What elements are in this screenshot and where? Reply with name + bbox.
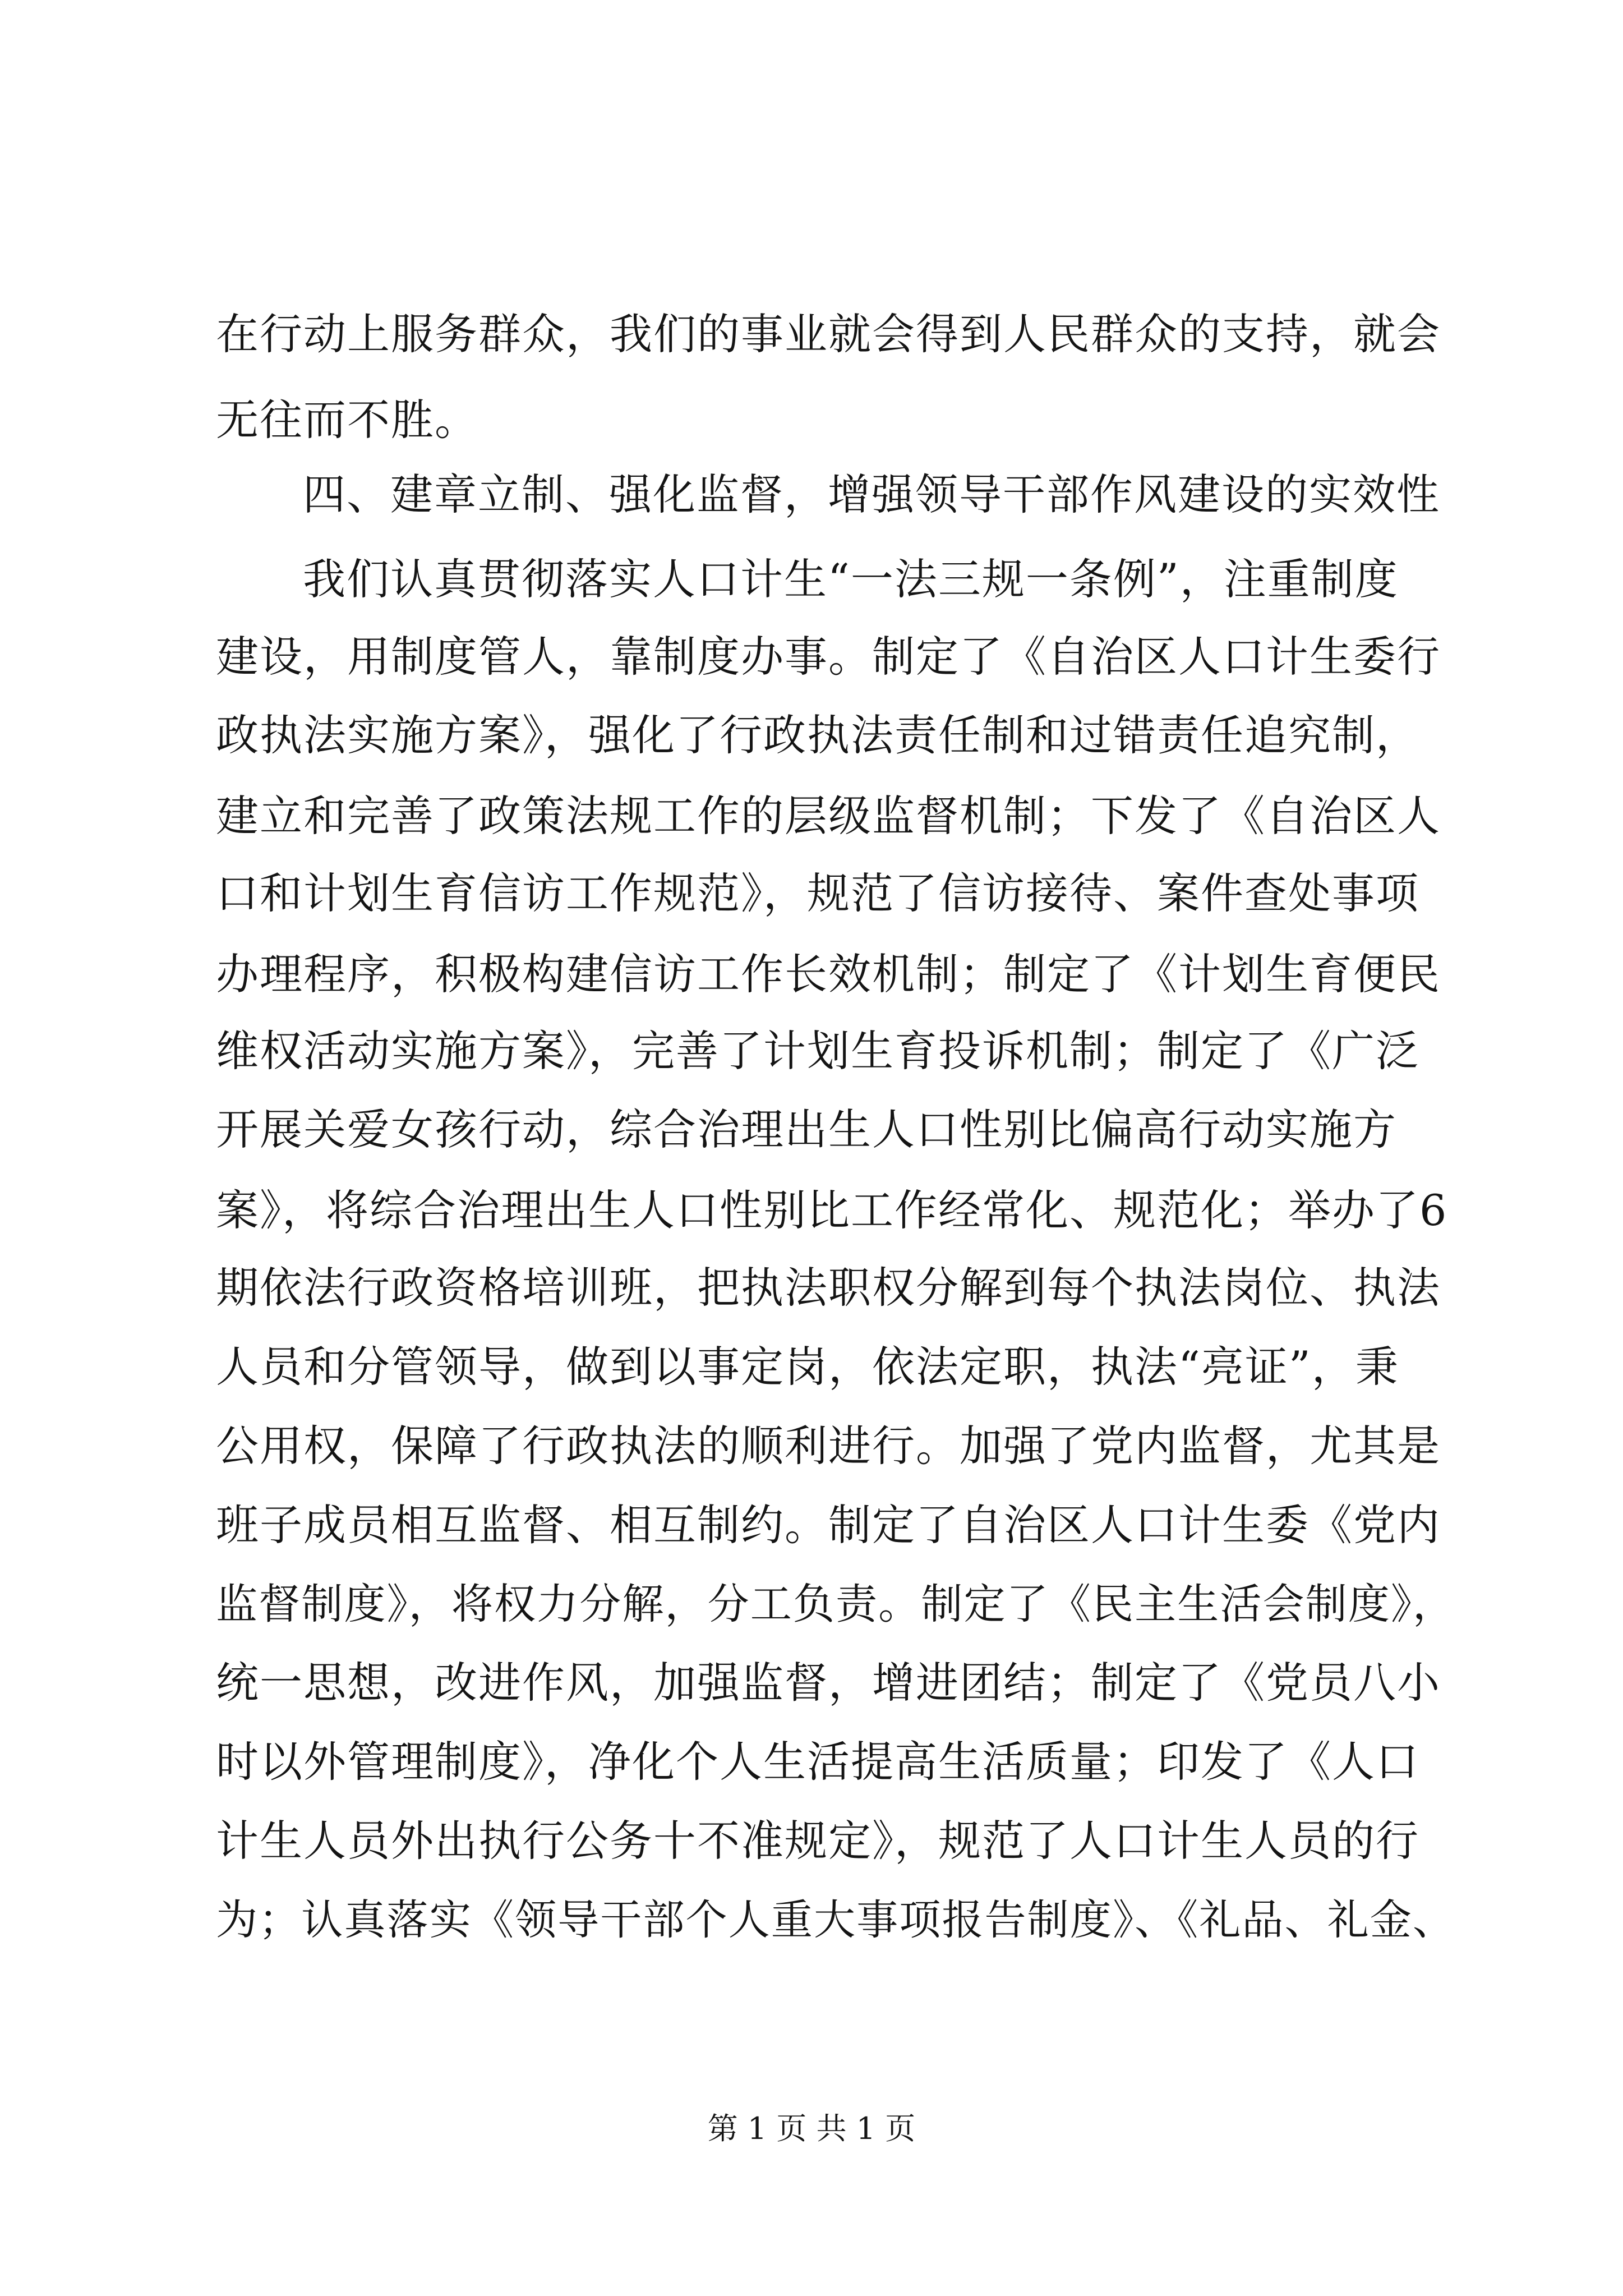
text-line: 无往而不胜。	[216, 395, 478, 445]
text-line: 开展关爱女孩行动，综合治理出生人口性别比偏高行动实施方	[216, 1105, 1397, 1154]
text-line: 办理程序，积极构建信访工作长效机制；制定了《计划生育便民	[216, 949, 1441, 999]
text-line: 在行动上服务群众，我们的事业就会得到人民群众的支持，就会	[216, 309, 1441, 359]
text-line: 建设，用制度管人，靠制度办事。制定了《自治区人口计生委行	[216, 632, 1441, 682]
text-line: 案》，将综合治理出生人口性别比工作经常化、规范化；举办了6	[216, 1185, 1448, 1235]
text-line: 为；认真落实《领导干部个人重大事项报告制度》、《礼品、礼金、	[216, 1896, 1456, 1944]
text-line: 人员和分管领导，做到以事定岗，依法定职，执法“亮证”，秉	[216, 1342, 1399, 1392]
text-line: 计生人员外出执行公务十不准规定》，规范了人口计生人员的行	[216, 1816, 1419, 1866]
text-line: 班子成员相互监督、相互制约。制定了自治区人口计生委《党内	[216, 1500, 1441, 1550]
text-line: 监督制度》，将权力分解，分工负责。制定了《民主生活会制度》，	[216, 1580, 1456, 1628]
text-line: 我们认真贯彻落实人口计生“一法三规一条例”，注重制度	[303, 554, 1399, 604]
text-line: 公用权，保障了行政执法的顺利进行。加强了党内监督，尤其是	[216, 1421, 1441, 1471]
text-line: 政执法实施方案》，强化了行政执法责任制和过错责任追究制，	[216, 710, 1419, 760]
text-line: 建立和完善了政策法规工作的层级监督机制；下发了《自治区人	[216, 791, 1441, 841]
text-line: 口和计划生育信访工作规范》，规范了信访接待、案件查处事项	[216, 868, 1419, 918]
text-line: 统一思想，改进作风，加强监督，增进团结；制定了《党员八小	[216, 1658, 1441, 1708]
text-line: 维权活动实施方案》，完善了计划生育投诉机制；制定了《广泛	[216, 1026, 1419, 1076]
section-heading: 四、建章立制、强化监督，增强领导干部作风建设的实效性	[303, 470, 1440, 519]
page-number-footer: 第 1 页 共 1 页	[707, 2111, 916, 2146]
text-line: 时以外管理制度》，净化个人生活提高生活质量；印发了《人口	[216, 1737, 1419, 1787]
text-line: 期依法行政资格培训班，把执法职权分解到每个执法岗位、执法	[216, 1263, 1441, 1313]
